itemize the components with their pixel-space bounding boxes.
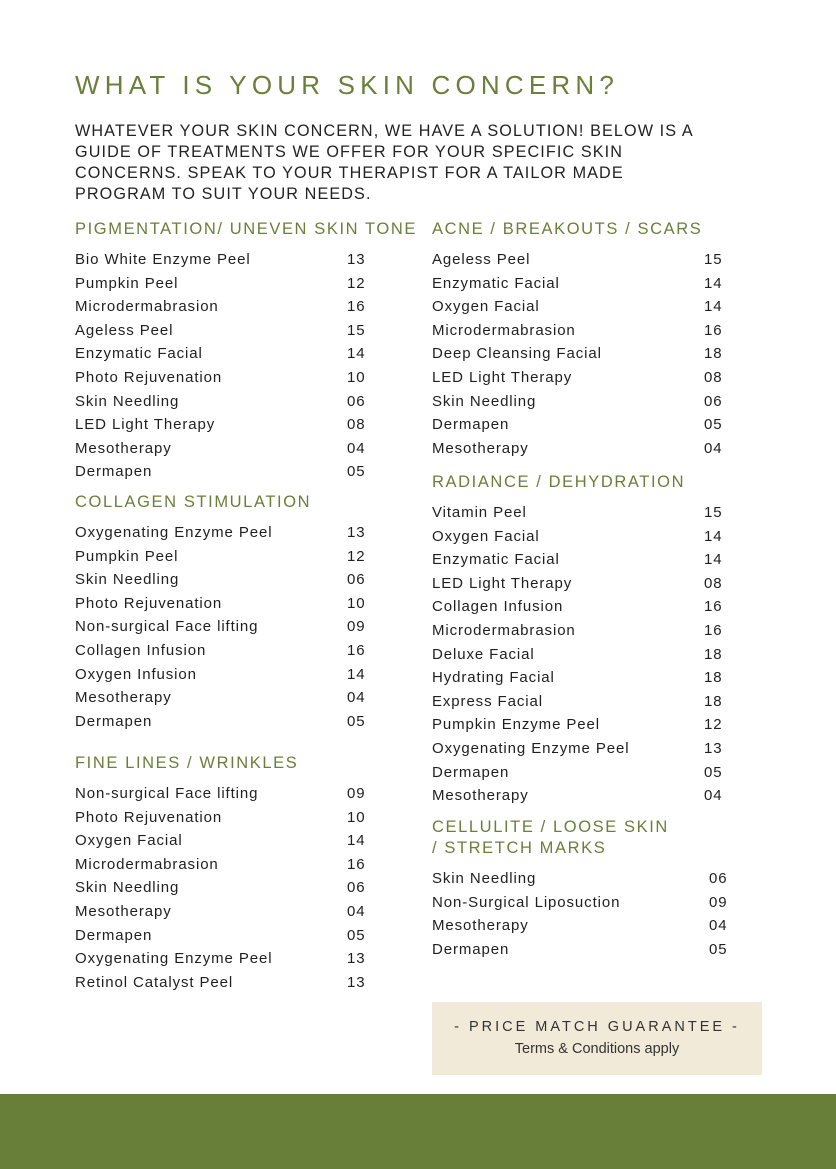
treatment-name: Oxygenating Enzyme Peel	[432, 739, 630, 757]
treatment-number: 14	[704, 551, 723, 569]
treatment-name: Hydrating Facial	[432, 669, 555, 687]
section-heading-cellulite	[432, 817, 669, 859]
treatment-row	[432, 345, 732, 369]
treatment-name: Collagen Infusion	[75, 641, 207, 659]
treatment-name: Enzymatic Facial	[432, 274, 560, 292]
treatment-row	[75, 595, 375, 619]
treatment-number: 12	[347, 274, 366, 292]
treatment-number: 08	[347, 416, 366, 434]
section-heading-cellulite-line2: / STRETCH MARKS	[432, 839, 607, 857]
treatment-name: Photo Rejuvenation	[75, 368, 223, 386]
treatment-row	[75, 322, 375, 346]
treatment-name: Deluxe Facial	[432, 645, 535, 663]
treatment-row	[75, 689, 375, 713]
treatment-name: Oxygen Facial	[432, 298, 540, 316]
page-title: WHAT IS YOUR SKIN CONCERN?	[75, 70, 620, 100]
treatment-name: Mesotherapy	[432, 787, 529, 805]
treatment-row	[75, 856, 375, 880]
treatment-name: Skin Needling	[432, 870, 537, 887]
treatment-row	[75, 974, 375, 998]
section-heading-fine-lines: FINE LINES / WRINKLES	[75, 754, 299, 772]
treatment-name: Pumpkin Enzyme Peel	[432, 716, 601, 734]
treatment-name: Dermapen	[75, 926, 153, 944]
treatment-name: Non-surgical Face lifting	[75, 618, 259, 636]
section-heading-cellulite-line1: CELLULITE / LOOSE SKIN	[432, 818, 669, 836]
treatment-row	[75, 440, 375, 464]
treatment-name: Dermapen	[75, 712, 153, 730]
treatment-number: 04	[347, 439, 366, 457]
treatment-name: LED Light Therapy	[432, 368, 573, 386]
treatment-name: Mesotherapy	[432, 917, 529, 935]
treatment-name: Dermapen	[432, 940, 510, 958]
treatment-row	[75, 275, 375, 299]
treatment-number: 05	[347, 463, 366, 481]
treatment-number: 04	[704, 787, 723, 805]
treatment-name: Ageless Peel	[75, 321, 174, 339]
section-heading-pigmentation: PIGMENTATION/ UNEVEN SKIN TONE	[75, 220, 417, 238]
treatment-number: 15	[347, 321, 366, 339]
treatment-name: Photo Rejuvenation	[75, 808, 223, 826]
treatment-number: 13	[347, 973, 366, 991]
treatment-list-radiance	[432, 504, 732, 811]
treatment-row	[432, 440, 732, 464]
treatment-row	[75, 950, 375, 974]
treatment-name: Photo Rejuvenation	[75, 594, 223, 612]
treatment-number: 09	[347, 785, 366, 802]
treatment-row	[432, 322, 732, 346]
treatment-number: 05	[347, 712, 366, 730]
treatment-row	[432, 575, 732, 599]
treatment-row	[75, 416, 375, 440]
treatment-name: Mesotherapy	[75, 689, 172, 707]
intro-text: WHATEVER YOUR SKIN CONCERN, WE HAVE A SOLUTION! BELOW IS A GUIDE OF TREATMENTS WE OFFER FOR YOUR SPECIFIC SKIN CONCERNS. SPEAK TO YOUR THERAPIST FOR A TAILOR MADE PROGRAM TO SUIT YOUR NEEDS.	[75, 122, 693, 203]
treatment-number: 06	[347, 879, 366, 897]
treatment-row	[75, 713, 375, 737]
treatment-number: 15	[704, 504, 723, 521]
treatment-list-collagen	[75, 524, 375, 736]
treatment-name: Pumpkin Peel	[75, 274, 179, 292]
treatment-name: Non-Surgical Liposuction	[432, 893, 621, 911]
treatment-number: 08	[704, 574, 723, 592]
treatment-name: Enzymatic Facial	[75, 345, 203, 363]
price-match-badge	[432, 1002, 762, 1075]
treatment-name: Oxygenating Enzyme Peel	[75, 524, 273, 541]
treatment-number: 08	[704, 368, 723, 386]
section-heading-radiance: RADIANCE / DEHYDRATION	[432, 473, 686, 491]
treatment-row	[432, 646, 732, 670]
treatment-name: Bio White Enzyme Peel	[75, 251, 251, 268]
treatment-number: 06	[347, 392, 366, 410]
treatment-row	[432, 894, 732, 918]
treatment-name: Oxygen Facial	[432, 527, 540, 545]
treatment-number: 14	[347, 665, 366, 683]
treatment-number: 06	[709, 870, 728, 887]
treatment-name: Microdermabrasion	[75, 298, 219, 316]
treatment-number: 18	[704, 669, 723, 687]
treatment-number: 16	[347, 298, 366, 316]
treatment-row	[432, 393, 732, 417]
treatment-name: Skin Needling	[75, 571, 180, 589]
treatment-number: 16	[347, 855, 366, 873]
section-heading-acne: ACNE / BREAKOUTS / SCARS	[432, 220, 703, 238]
treatment-number: 18	[704, 345, 723, 363]
treatment-row	[432, 528, 732, 552]
treatment-number: 05	[704, 763, 723, 781]
treatment-row	[75, 809, 375, 833]
treatment-row	[75, 642, 375, 666]
treatment-row	[75, 785, 375, 809]
treatment-number: 09	[347, 618, 366, 636]
treatment-name: Skin Needling	[432, 392, 537, 410]
treatment-number: 10	[347, 808, 366, 826]
treatment-name: Dermapen	[432, 763, 510, 781]
treatment-number: 04	[709, 917, 728, 935]
treatment-row	[75, 393, 375, 417]
treatment-row	[75, 251, 375, 275]
treatment-row	[75, 298, 375, 322]
treatment-name: Express Facial	[432, 692, 543, 710]
treatment-number: 13	[347, 524, 366, 541]
treatment-number: 14	[704, 274, 723, 292]
treatment-row	[432, 870, 732, 894]
treatment-number: 14	[704, 527, 723, 545]
terms-note: Terms & Conditions apply	[514, 1041, 680, 1057]
treatment-name: Dermapen	[75, 463, 153, 481]
treatment-number: 04	[347, 902, 366, 920]
treatment-row	[432, 251, 732, 275]
treatment-row	[75, 571, 375, 595]
treatment-number: 06	[347, 571, 366, 589]
treatment-row	[75, 666, 375, 690]
treatment-number: 16	[704, 598, 723, 616]
treatment-name: Dermapen	[432, 416, 510, 434]
treatment-name: Pumpkin Peel	[75, 547, 179, 565]
treatment-row	[432, 504, 732, 528]
treatment-row	[432, 740, 732, 764]
treatment-number: 16	[704, 621, 723, 639]
treatment-name: Mesotherapy	[75, 902, 172, 920]
treatment-list-fine-lines	[75, 785, 375, 997]
treatment-row	[432, 941, 732, 965]
price-match-label: - PRICE MATCH GUARANTEE -	[454, 1019, 740, 1035]
treatment-number: 05	[347, 926, 366, 944]
treatment-row	[432, 416, 732, 440]
treatment-list-pigmentation	[75, 251, 375, 487]
treatment-name: Vitamin Peel	[432, 504, 527, 521]
treatment-number: 13	[347, 251, 366, 268]
treatment-name: LED Light Therapy	[432, 574, 573, 592]
treatment-name: Oxygenating Enzyme Peel	[75, 950, 273, 968]
treatment-row	[432, 787, 732, 811]
treatment-number: 04	[347, 689, 366, 707]
treatment-number: 06	[704, 392, 723, 410]
treatment-number: 18	[704, 692, 723, 710]
treatment-number: 04	[704, 439, 723, 457]
treatment-row	[432, 551, 732, 575]
treatment-number: 16	[704, 321, 723, 339]
treatment-name: Mesotherapy	[75, 439, 172, 457]
treatment-number: 16	[347, 641, 366, 659]
treatment-row	[432, 693, 732, 717]
treatment-number: 18	[704, 645, 723, 663]
treatment-number: 14	[347, 832, 366, 850]
treatment-row	[75, 345, 375, 369]
treatment-name: Oxygen Infusion	[75, 665, 197, 683]
section-heading-collagen: COLLAGEN STIMULATION	[75, 493, 312, 511]
treatment-row	[75, 524, 375, 548]
treatment-row	[75, 463, 375, 487]
treatment-name: LED Light Therapy	[75, 416, 216, 434]
treatment-row	[432, 369, 732, 393]
treatment-name: Skin Needling	[75, 879, 180, 897]
treatment-number: 10	[347, 368, 366, 386]
treatment-name: Ageless Peel	[432, 251, 531, 268]
treatment-name: Microdermabrasion	[432, 621, 576, 639]
treatment-name: Enzymatic Facial	[432, 551, 560, 569]
treatment-number: 05	[704, 416, 723, 434]
treatment-list-acne	[432, 251, 732, 463]
treatment-row	[432, 598, 732, 622]
treatment-number: 12	[347, 547, 366, 565]
treatment-name: Collagen Infusion	[432, 598, 564, 616]
treatment-row	[75, 832, 375, 856]
treatment-number: 12	[704, 716, 723, 734]
treatment-number: 14	[347, 345, 366, 363]
treatment-row	[432, 275, 732, 299]
treatment-row	[432, 917, 732, 941]
treatment-list-cellulite	[432, 870, 732, 964]
treatment-name: Deep Cleansing Facial	[432, 345, 602, 363]
treatment-name: Oxygen Facial	[75, 832, 183, 850]
treatment-row	[75, 548, 375, 572]
treatment-row	[75, 927, 375, 951]
treatment-row	[432, 716, 732, 740]
treatment-name: Microdermabrasion	[75, 855, 219, 873]
treatment-row	[75, 903, 375, 927]
treatment-number: 14	[704, 298, 723, 316]
treatment-row	[75, 618, 375, 642]
treatment-row	[75, 879, 375, 903]
treatment-row	[75, 369, 375, 393]
treatment-number: 15	[704, 251, 723, 268]
treatment-name: Retinol Catalyst Peel	[75, 973, 234, 991]
treatment-number: 09	[709, 893, 728, 911]
treatment-name: Non-surgical Face lifting	[75, 785, 259, 802]
treatment-number: 13	[347, 950, 366, 968]
treatment-number: 05	[709, 940, 728, 958]
treatment-row	[432, 669, 732, 693]
footer-bar	[0, 1094, 836, 1169]
treatment-number: 10	[347, 594, 366, 612]
treatment-number: 13	[704, 739, 723, 757]
treatment-row	[432, 298, 732, 322]
treatment-row	[432, 764, 732, 788]
treatment-name: Skin Needling	[75, 392, 180, 410]
treatment-name: Mesotherapy	[432, 439, 529, 457]
treatment-row	[432, 622, 732, 646]
treatment-name: Microdermabrasion	[432, 321, 576, 339]
